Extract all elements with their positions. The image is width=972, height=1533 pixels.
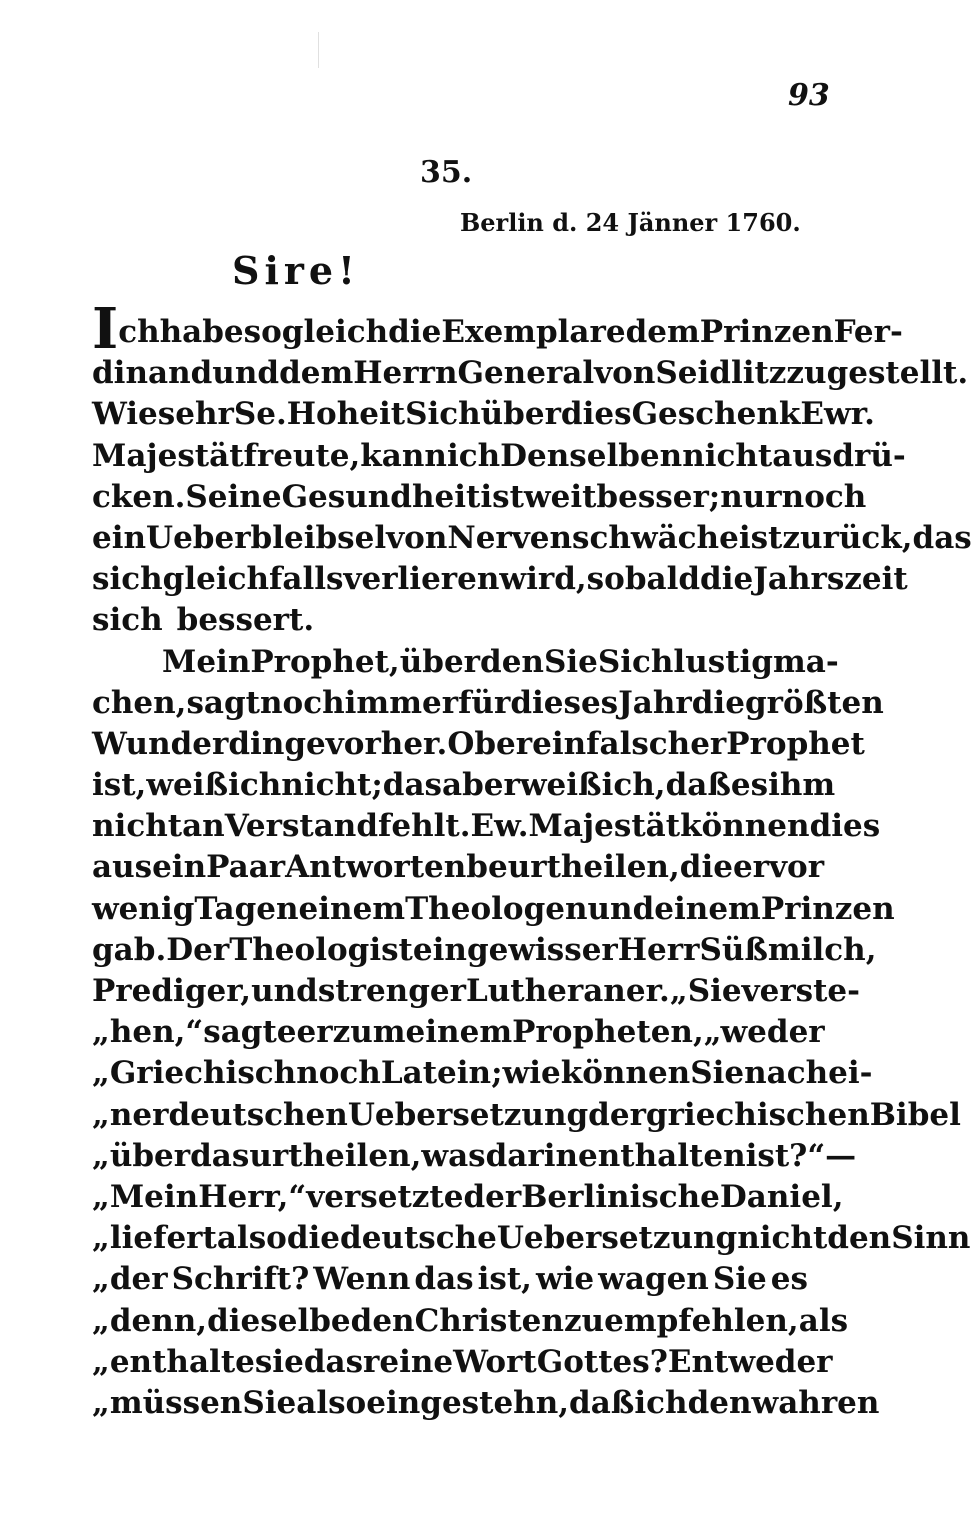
word: er [296,1014,333,1051]
word: eingestehn, [366,1384,570,1421]
word: beurtheilen, [466,849,680,886]
word: nicht [737,1220,828,1257]
word: dies [809,808,881,845]
text-line [92,296,903,362]
text-line [92,889,895,930]
word: darin [485,1137,579,1174]
word: die [679,849,733,886]
word: Herr,“ [198,1178,307,1215]
text-line [92,1218,971,1259]
word: daß [569,1384,635,1421]
word: Herr [617,931,700,968]
word: nicht [682,437,773,474]
text-line [92,1301,849,1342]
text-line [92,642,839,683]
word: wie [502,1055,561,1092]
word: Lutheraner. [465,973,670,1009]
word: das [912,519,972,556]
salutation: Sire! [232,248,360,293]
word: „weder [703,1014,825,1051]
text-line [92,518,972,559]
word: „ner [92,1096,169,1133]
word: „denn, [92,1302,208,1339]
word: Seidlitz [655,355,787,392]
word: Gesundheit [281,478,481,515]
word: weiß [146,767,229,804]
word: ei- [828,1055,873,1092]
word: Sie [543,643,598,680]
word: an [182,808,225,845]
word: Prinzen [699,314,834,350]
word: so [586,561,625,598]
word: Ew. [470,808,529,845]
word: von [594,355,656,392]
word: ein [92,519,147,556]
word: Schrift? [171,1261,310,1298]
text-line [92,847,825,888]
word: Prophet, [250,643,400,680]
word: die [388,314,442,350]
word: ist [480,478,524,515]
word: dinand [92,355,213,392]
word: Verstand [224,808,379,845]
word: Ich [92,296,160,362]
word: die [286,1220,341,1257]
word: bessert. [176,602,315,639]
word: Wunderdinge [92,725,326,762]
word: zu [332,1014,373,1051]
word: also [296,1384,367,1421]
word: weit [523,478,597,515]
word: Theologen [405,890,588,927]
word: Latein; [380,1055,503,1092]
text-line [92,1095,961,1136]
word: griechischen [645,1096,870,1133]
word: strenger [317,973,466,1009]
word: „hen,“ [92,1014,204,1051]
word: den [827,1220,892,1257]
letter-number: 35. [420,155,473,190]
word: Paar [206,849,286,886]
word: „müssen [92,1384,243,1421]
word: ein [532,725,587,762]
word: besser; [596,478,721,515]
word: er [732,849,770,886]
word: Seine [185,478,282,515]
text-line [92,1177,844,1218]
word: dem [279,355,354,392]
text-line [92,971,861,1012]
word: zurück, [782,519,913,556]
letter-body [92,296,972,1424]
word: immer [344,684,459,721]
text-line [92,1259,808,1300]
word: den [480,643,544,680]
word: Majestät [528,808,681,845]
word: Ob [447,725,497,762]
word: Fer- [833,314,903,350]
word: und [212,355,280,392]
word: ist [369,931,413,968]
word: ist, [477,1261,532,1298]
word: sich [92,561,163,598]
word: und [251,973,318,1009]
word: „der [92,1261,168,1298]
word: über [399,643,481,680]
word: den [687,1384,752,1421]
word: Se. [233,396,287,433]
word: nach [744,1055,829,1092]
text-line [92,724,865,765]
text-line [92,1012,825,1053]
word: Exemplare [441,314,626,350]
text-line [92,1342,833,1383]
word: wird, [499,561,587,598]
word: wahren [751,1384,880,1421]
word: also [216,1220,287,1257]
word: Jahrszeit [753,561,908,598]
text-line [92,683,884,724]
word: Denselben [500,437,683,474]
word: ich [634,1384,688,1421]
word: Sich [405,396,481,433]
word: den [350,1302,415,1339]
word: Sinn [891,1220,971,1257]
word: ein [412,931,467,968]
word: Jahr [618,684,692,721]
word: verlieren [343,561,500,598]
text-line [92,930,877,971]
word: Majestät [92,437,244,474]
word: Prophet [726,725,865,762]
word: ist [738,519,783,556]
word: Theolog [229,931,370,968]
word: größten [744,684,884,721]
word: zugestellt. [786,355,969,392]
text-line [92,1136,857,1177]
word: „enthalte [92,1343,255,1380]
word: das [303,1343,364,1380]
word: lustig [673,643,773,680]
word: noch [781,478,867,515]
word: falscher [586,725,727,762]
word: über [480,396,561,433]
word: können [680,808,810,845]
word: fehlt. [378,808,471,845]
word: „über [92,1137,191,1174]
word: dies [560,396,632,433]
word: kann [360,437,447,474]
word: Sie [712,1261,767,1298]
word: wagen [598,1261,709,1298]
word: für [458,684,511,721]
word: Berlinische [521,1178,720,1215]
word: „Griechisch [92,1055,297,1092]
word: versetzte [306,1178,464,1215]
word: einem [298,890,406,927]
word: Propheten, [512,1014,704,1051]
word: freute, [243,437,361,474]
word: Mein [162,643,251,680]
word: Süßmilch, [699,931,877,968]
word: dem [625,314,700,350]
text-line [92,394,875,435]
word: habe [159,314,244,350]
word: vor [769,849,825,886]
word: Wenn [313,1261,411,1298]
word: gab. [92,931,167,968]
word: Entweder [667,1343,833,1380]
word: dieses [510,684,619,721]
word: verste- [741,973,861,1009]
word: Prinzen [760,890,895,927]
word: Uebersetzung [347,1096,589,1133]
word: ihm [768,767,836,804]
word: deutschen [168,1096,348,1133]
word: Hoheit [286,396,406,433]
word: sehr [157,396,234,433]
word: der [588,1096,646,1133]
word: das [190,1137,250,1174]
word: von [386,519,448,556]
gutter-mark [318,32,319,68]
word: Antworten [285,849,467,886]
word: ich [228,767,282,804]
word: er [496,725,533,762]
word: Nervenschwäche [447,519,739,556]
word: das [414,1261,474,1298]
word: zu [563,1302,605,1339]
word: noch [260,684,345,721]
word: Sie [242,1384,297,1421]
word: nicht; [281,767,383,804]
word: Sie [690,1055,745,1092]
word: aus [92,849,153,886]
word: Der [166,931,230,968]
word: urtheilen, [249,1137,422,1174]
word: es [730,767,769,804]
word: weiß [519,767,602,804]
text-line [92,1383,880,1424]
text-line [92,806,881,847]
word: — [825,1137,857,1174]
word: sie [254,1343,304,1380]
initial-letter: I [92,296,119,362]
text-line [92,1053,873,1094]
text-line [92,436,906,477]
word: Wie [92,396,158,433]
word: ist, [92,767,147,804]
word: Uebersetzung [496,1220,738,1257]
word: gleichfalls [162,561,344,598]
word: cken. [92,478,186,515]
word: es [770,1261,808,1298]
word: die [691,684,745,721]
word: Ewr. [800,396,875,433]
word: vorher. [325,725,448,762]
word: Wort [453,1343,537,1380]
word: Geschenk [631,396,801,433]
word: ich [446,437,501,474]
word: Bibel [869,1096,961,1133]
word: Daniel, [719,1178,844,1215]
word: die [700,561,754,598]
word: noch [296,1055,381,1092]
word: „Sie [669,973,742,1009]
word: Prediger, [92,973,252,1009]
word: ausdrü- [772,437,906,474]
word: meinem [372,1014,513,1051]
word: ma- [772,643,839,680]
word: nicht [92,808,183,845]
text-line [92,765,836,806]
word: chen, [92,684,187,721]
text-line [92,353,969,394]
word: deutsche [340,1220,497,1257]
word: Gottes? [536,1343,668,1380]
word: gewisser [466,931,618,968]
word: als [798,1302,849,1339]
word: Herrn [353,355,458,392]
word: Sich [597,643,674,680]
word: sogleich [243,314,389,350]
word: Christen [414,1302,564,1339]
text-line [92,559,908,600]
word: empfehlen, [604,1302,799,1339]
word: bald [624,561,701,598]
word: einem [654,890,761,927]
word: General [457,355,595,392]
word: nur [720,478,782,515]
word: dieselbe [207,1302,351,1339]
word: reine [363,1343,454,1380]
word: „liefert [92,1220,217,1257]
word: ist?“ [745,1137,826,1174]
word: was [421,1137,486,1174]
word: das [382,767,443,804]
word: Tagen [194,890,299,927]
word: Ueberbleibsel [146,519,387,556]
word: ein [152,849,207,886]
word: sagt [186,684,261,721]
word: können [560,1055,691,1092]
text-line [92,477,867,518]
dateline: Berlin d. 24 Jänner 1760. [460,208,801,237]
word: enthalten [578,1137,746,1174]
word: der [463,1178,522,1215]
word: wie [535,1261,595,1298]
word: wenig [92,890,195,927]
word: ich, [601,767,666,804]
word: sich [92,602,163,639]
text-line [92,600,808,641]
word: daß [665,767,731,804]
word: sagte [203,1014,297,1051]
word: aber [442,767,520,804]
page-number: 93 [788,78,830,113]
word: „Mein [92,1178,199,1215]
word: und [587,890,655,927]
